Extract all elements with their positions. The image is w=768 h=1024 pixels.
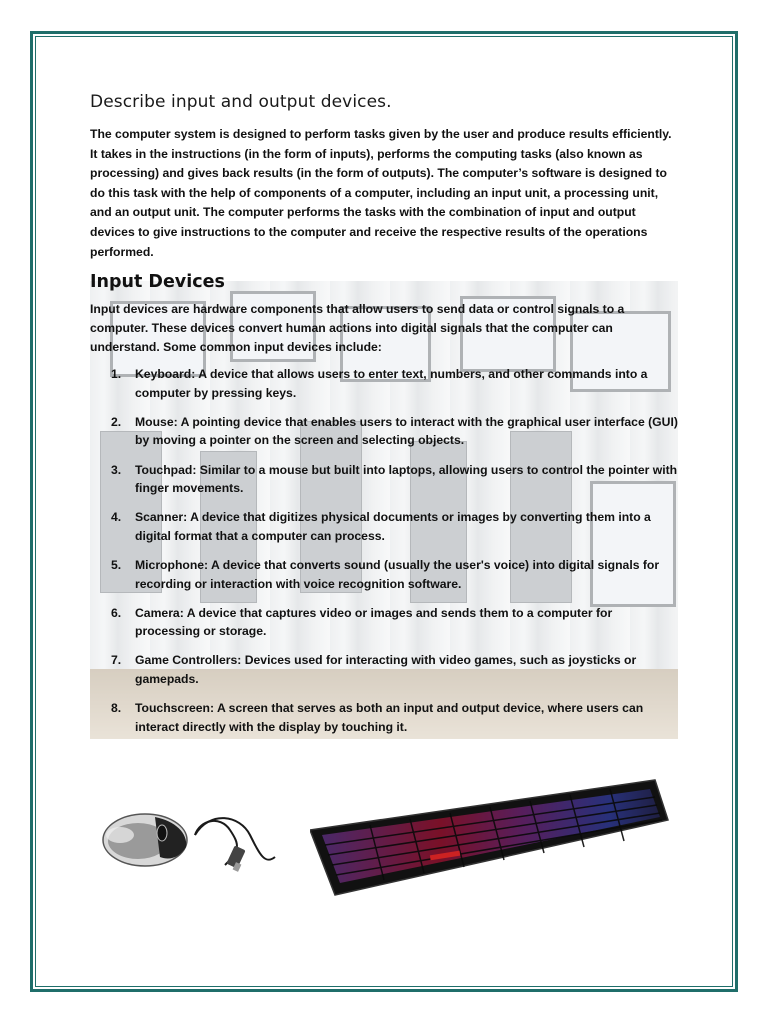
section-intro-paragraph: Input devices are hardware components that allow users to send data or control signals to a computer. These devices convert human actions into digital signals that the computer can understand. Some common input devices include:: [90, 302, 625, 355]
intro-paragraph: The computer system is designed to perform tasks given by the user and produce results efficiently. It takes in the instructions (in the form of inputs), performs the computing tasks (also known as processing) and gives back results (in the form of outputs). The computer’s software is designed to do this task with the help of components of a computer, including an input unit, a processing unit, and an output unit. The computer performs the tasks with the combination of input and output devices to give instructions to the computer and receive the respective results of the operations performed.: [90, 127, 672, 259]
list-item: 5. Microphone: A device that converts sound (usually the user's voice) into digital signals for recording or interaction with voice recognition software.: [111, 557, 660, 591]
keyboard-icon: [310, 775, 670, 900]
input-devices-list: [90, 365, 680, 736]
list-item: 8. Touchscreen: A screen that serves as both an input and output device, where users can interact directly with the display by touching it.: [111, 700, 644, 734]
list-item: 1. Keyboard: A device that allows users to enter text, numbers, and other commands into a computer by pressing keys.: [111, 367, 648, 400]
document-content: [90, 92, 680, 747]
device-images: [100, 775, 670, 905]
list-item: 7. Game Controllers: Devices used for interacting with video games, such as joysticks or gamepads.: [111, 653, 637, 686]
page-title: Describe input and output devices.: [90, 92, 392, 112]
list-item: 4. Scanner: A device that digitizes physical documents or images by converting them into a digital format that a computer can process.: [111, 510, 651, 543]
mouse-icon: [100, 795, 280, 885]
list-item: 3. Touchpad: Similar to a mouse but built into laptops, allowing users to control the pointer with finger movements.: [111, 462, 678, 496]
section-heading-input-devices: Input Devices: [90, 272, 225, 293]
list-item: 6. Camera: A device that captures video or images and sends them to a computer for processing or storage.: [111, 605, 613, 639]
list-item: 2. Mouse: A pointing device that enables users to interact with the graphical user interface (GUI) by moving a pointer on the screen and selecting objects.: [111, 414, 678, 448]
